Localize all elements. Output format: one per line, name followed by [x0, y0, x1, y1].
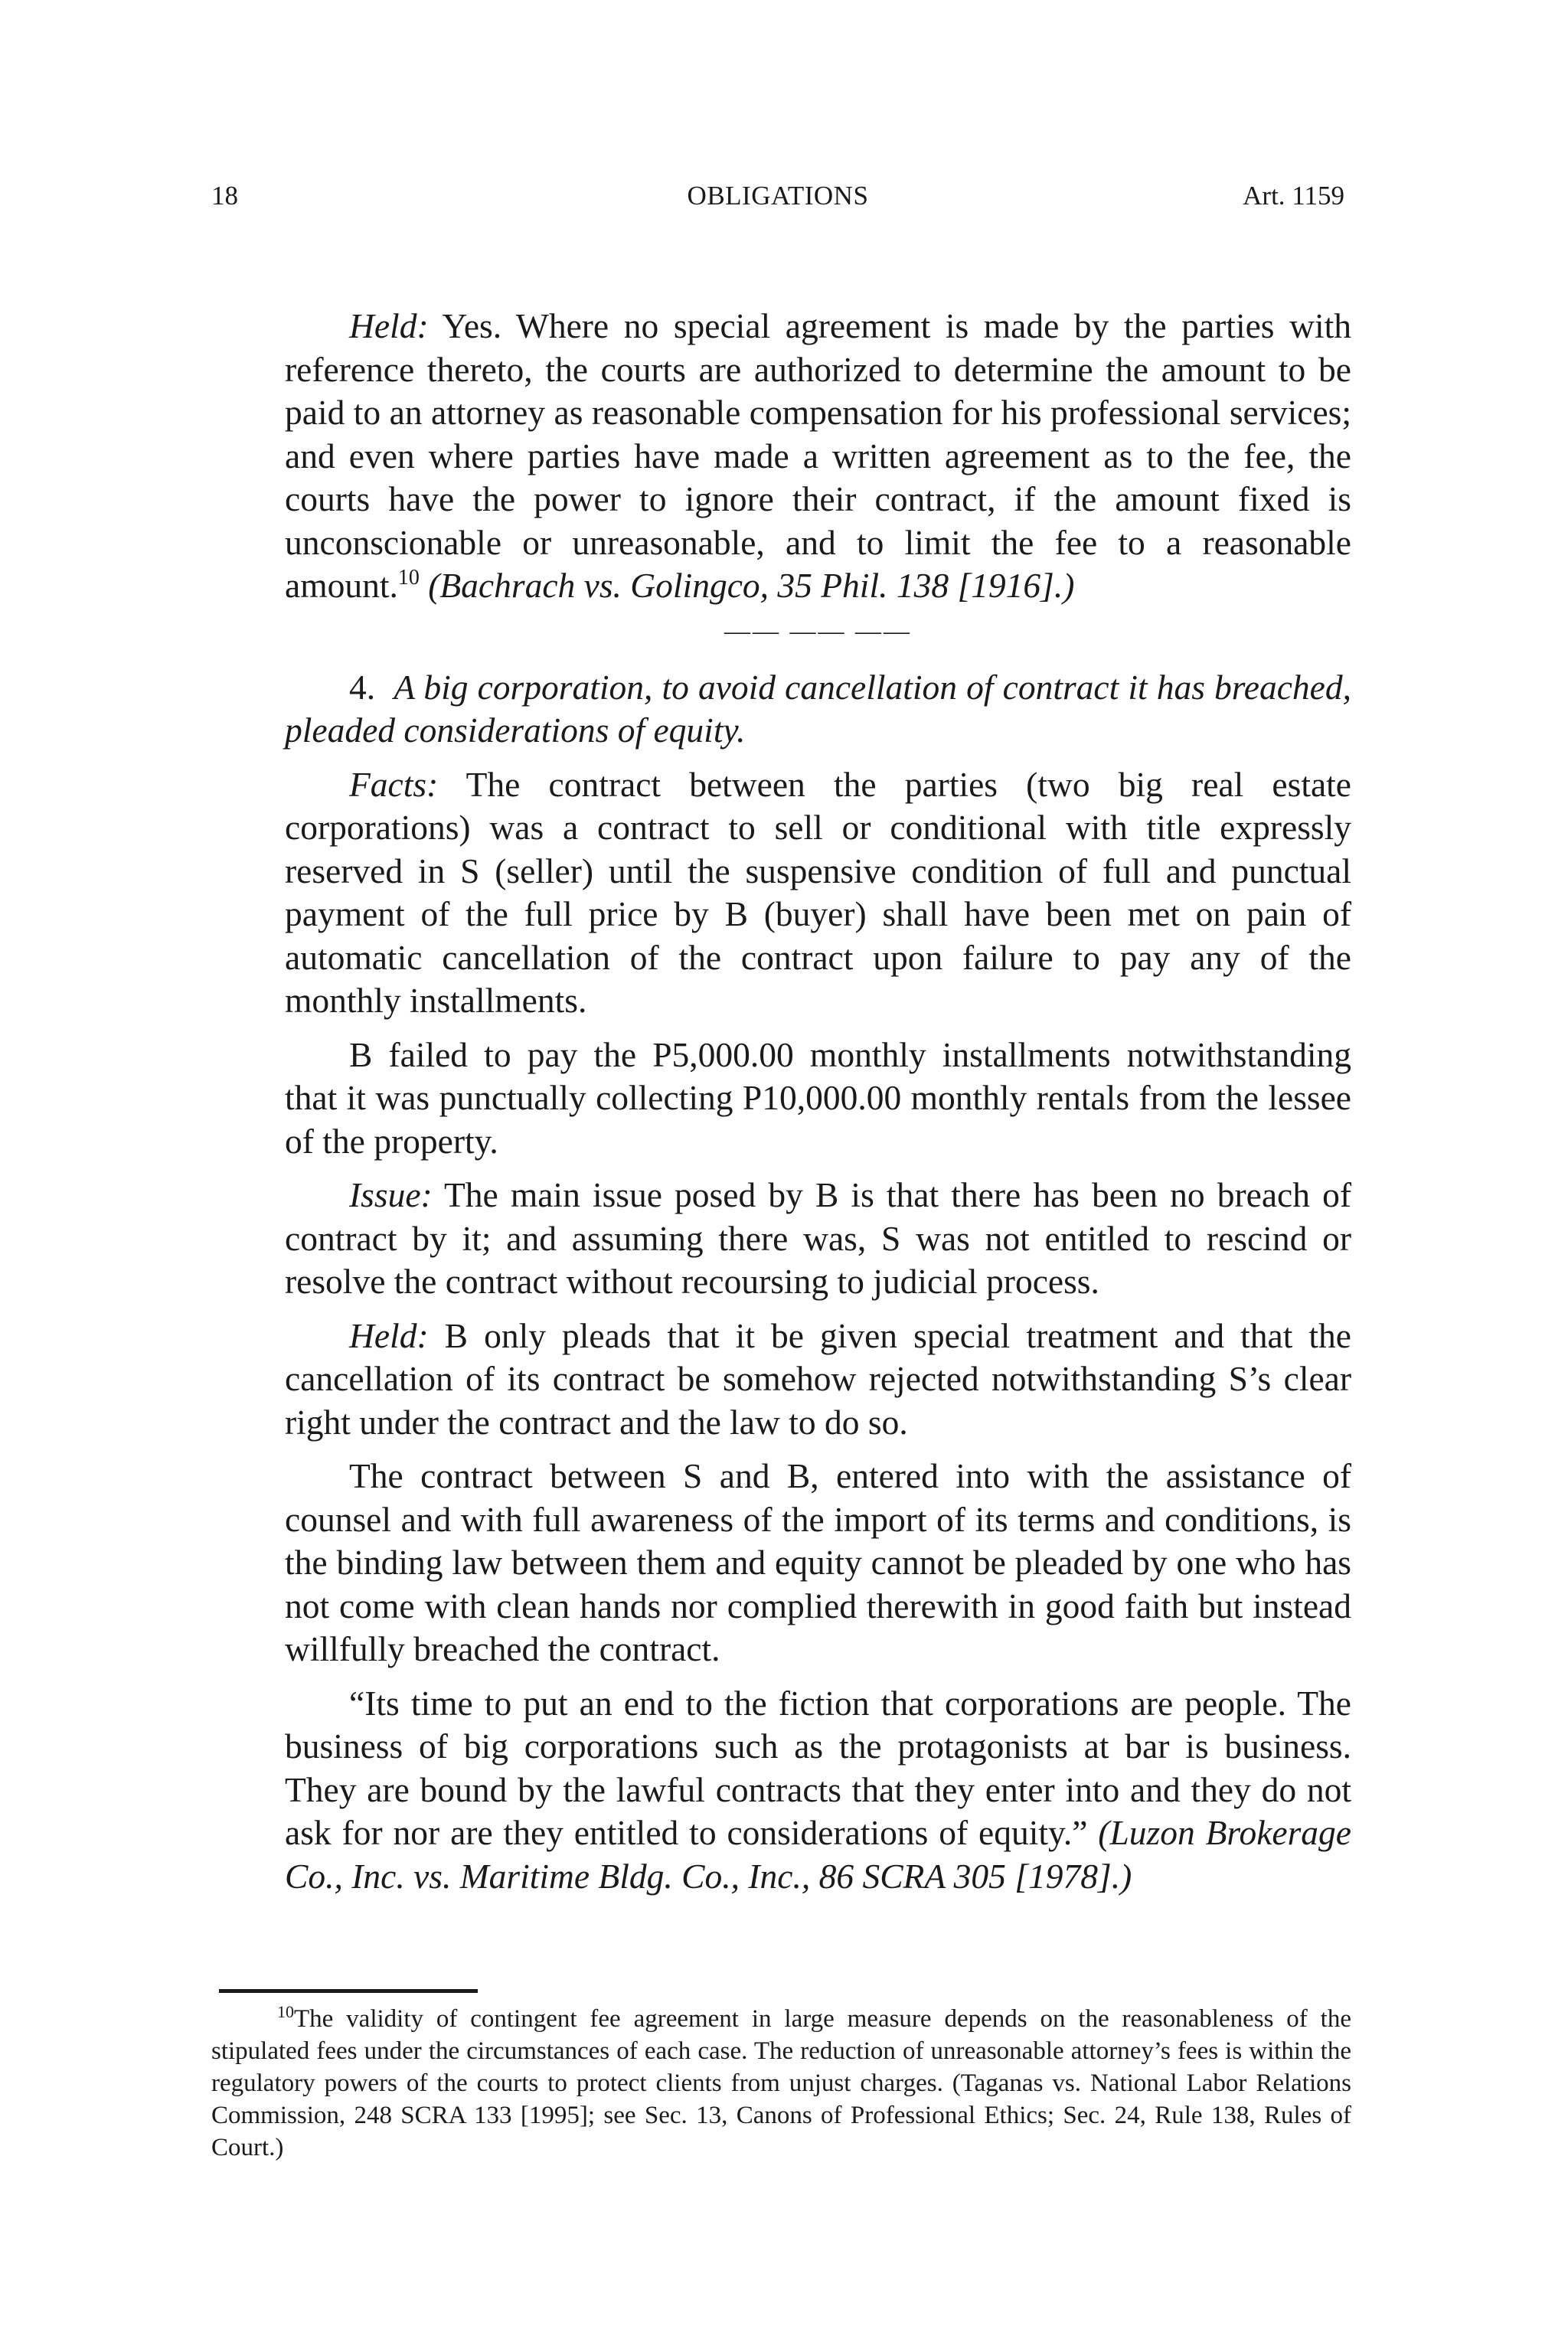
held-paragraph-2 — [285, 1315, 1351, 1445]
issue-paragraph — [285, 1174, 1351, 1304]
quote-paragraph — [285, 1682, 1351, 1899]
held-text: Yes. Where no special agreement is made by the parties with reference thereto, the courts are authorized to determine the amount to be paid to an attorney as reasonable compensation for his professional services; and even where parties have made a written agreement as to the fee, the courts have the power to ignore their contract, if the amount fixed is unconscionable or unreasonable, and to limit the fee to a reasonable amount. — [285, 306, 1351, 605]
footnote — [211, 2003, 1351, 2164]
article-reference: Art. 1159 — [1243, 181, 1344, 211]
running-header-title: OBLIGATIONS — [687, 181, 869, 211]
case-number: 4. — [349, 667, 376, 707]
issue-text: The main issue posed by B is that there has been no breach of contract by it; and assuming there was, S was not entitled to rescind or resolve the contract without recoursing to judicial process. — [285, 1175, 1351, 1301]
footnote-text: The validity of contingent fee agreement in large measure depends on the reasonableness of the stipulated fees under the circumstances of each case. The reduction of unreasonable attorney’s fees is within the regulatory powers of the courts to protect clients from unjust charges. (Taganas vs. National Labor Relations Commission, 248 SCRA 133 [1995]; see Sec. 13, Canons of Professional Ethics; Sec. 24, Rule 138, Rules of Court.) — [211, 2005, 1351, 2161]
section-divider: —— —— —— — [724, 616, 912, 645]
footnote-marker: 10 — [277, 2002, 294, 2021]
facts-label: Facts: — [349, 764, 439, 804]
case-heading-text: A big corporation, to avoid cancellation of contract it has breached, pleaded considerations of equity. — [285, 667, 1351, 750]
issue-label: Issue: — [349, 1175, 433, 1214]
page-number: 18 — [211, 181, 238, 211]
facts-text: The contract between the parties (two big real estate corporations) was a contract to sell or conditional with title expressly reserved in S (seller) until the suspensive condition of full and punctual payment of the full price by B (buyer) shall have been met on pain of automatic cancellation of the contract upon failure to pay any of the monthly installments. — [285, 764, 1351, 1020]
main-text — [285, 305, 1351, 1909]
quote-text: “Its time to put an end to the fiction that corporations are people. The business of big corporations such as the protagonists at bar is business. They are bound by the lawful contracts that they enter into and they do not ask for nor are they entitled to considerations of equity.” — [285, 1683, 1351, 1852]
quote-citation: (Luzon Brokerage Co., Inc. vs. Maritime Bldg. Co., Inc., 86 SCRA 305 [1978].) — [285, 1813, 1351, 1896]
held-label: Held: — [349, 306, 429, 345]
running-header — [211, 181, 1344, 227]
contract-paragraph: The contract between S and B, entered into with the assistance of counsel and with full awareness of the import of its terms and conditions, is the binding law between them and equity cannot be pleaded by one who has not come with clean hands nor complied therewith in good faith but instead willfully breached the contract. — [285, 1456, 1351, 1668]
facts-paragraph — [285, 763, 1351, 1023]
held-text-2: B only pleads that it be given special treatment and that the cancellation of its contract be somehow rejected notwithstanding S’s clear right under the contract and the law to do so. — [285, 1315, 1351, 1442]
case-citation: (Bachrach vs. Golingco, 35 Phil. 138 [1916].) — [419, 566, 1075, 605]
footnote-reference: 10 — [397, 566, 420, 590]
failed-payment-paragraph: B failed to pay the P5,000.00 monthly installments notwithstanding that it was punctually collecting P10,000.00 monthly rentals from the lessee of the property. — [285, 1034, 1351, 1161]
held-paragraph-1 — [285, 305, 1351, 608]
held-label-2: Held: — [349, 1315, 429, 1355]
footnote-body — [211, 2003, 1351, 2164]
case-heading — [285, 666, 1351, 753]
footnote-rule — [219, 1989, 478, 1993]
